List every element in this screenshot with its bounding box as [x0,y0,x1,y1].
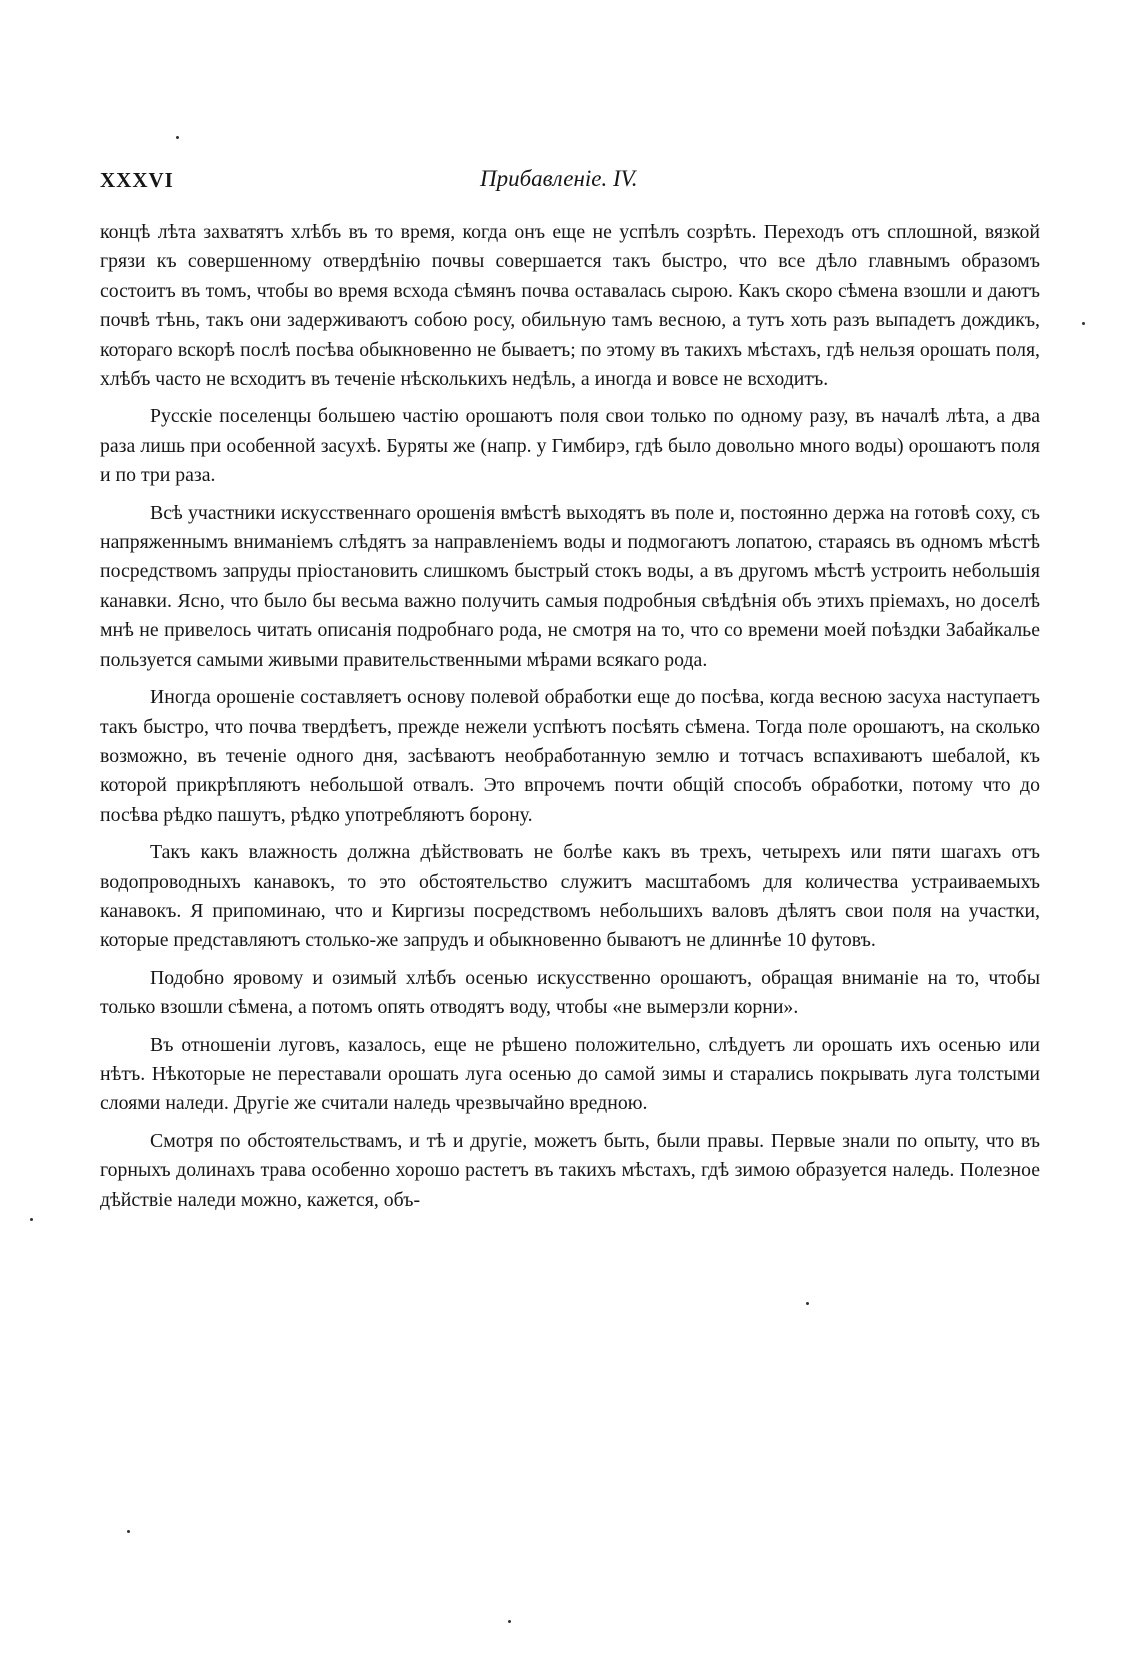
scan-speck [176,136,179,139]
scan-speck [806,1302,809,1305]
paragraph: Смотря по обстоятельствамъ, и тѣ и другіе, можетъ быть, были правы. Первые знали по опыту, что въ горныхъ долинахъ трава особенно хорошо растетъ въ такихъ мѣстахъ, гдѣ зимою образуется наледь. Полезное дѣйствіе наледи можно, кажется, объ- [100,1129,1040,1211]
paragraph: Иногда орошеніе составляетъ основу полевой обработки еще до посѣва, когда весною засуха наступаетъ такъ быстро, что почва твердѣетъ, прежде нежели успѣютъ посѣять сѣмена. Тогда поле орошаютъ, на сколько возможно, въ теченіе одного дня, засѣваютъ необработанную землю и тотчасъ вспахиваютъ шебалой, къ которой прикрѣпляютъ небольшой отвалъ. Это впрочемъ почти общій способъ обработки, потому что до посѣва рѣдко пашутъ, рѣдко употребляютъ борону. [100,686,1040,826]
header-title: Прибавленіе. IV. [480,166,638,191]
paragraph: Въ отношеніи луговъ, казалось, еще не рѣшено положительно, слѣдуетъ ли орошать ихъ осенью или нѣтъ. Нѣкоторые не переставали орошать луга осенью до самой зимы и старались покрывать луга толстыми слоями наледи. Другіе же считали наледь чрезвычайно вредною. [100,1033,1040,1115]
running-head [100,168,1040,200]
paragraph: Всѣ участники искусственнаго орошенія вмѣстѣ выходятъ въ поле и, постоянно держа на готовѣ соху, съ напряженнымъ вниманіемъ слѣдятъ за направленіемъ воды и подмогаютъ лопатою, стараясь въ одномъ мѣстѣ посредствомъ запруды пріостановить слишкомъ быстрый стокъ воды, а въ другомъ мѣстѣ устроить небольшія канавки. Ясно, что было бы весьма важно получить самыя подробныя свѣдѣнія объ этихъ пріемахъ, но доселѣ мнѣ не привелось читать описанія подробнаго рода, не смотря на то, что со времени моей поѣздки Забайкалье пользуется самыми живыми правительственными мѣрами всякаго рода. [100,501,1040,671]
page-number: XXXVI [100,168,174,192]
scan-speck [1082,322,1085,325]
scan-speck [127,1530,130,1533]
paragraph: Подобно яровому и озимый хлѣбъ осенью искусственно орошаютъ, обращая вниманіе на то, чтобы только взошли сѣмена, а потомъ опять отводятъ воду, чтобы «не вымерзли корни». [100,966,1040,1019]
scan-speck [508,1620,511,1623]
paragraph: концѣ лѣта захватятъ хлѣбъ въ то время, когда онъ еще не успѣлъ созрѣть. Переходъ отъ сплошной, вязкой грязи къ совершенному отвердѣнію почвы совершается такъ быстро, что все дѣло главнымъ образомъ состоитъ въ томъ, чтобы во время всхода сѣмянъ почва оставалась сырою. Какъ скоро сѣмена взошли и даютъ почвѣ тѣнь, такъ они задерживаютъ собою росу, обильную тамъ весною, а тутъ хоть разъ выпадетъ дождикъ, котораго вскорѣ послѣ посѣва обыкновенно не бываетъ; по этому въ такихъ мѣстахъ, гдѣ нельзя орошать поля, хлѣбъ часто не всходитъ въ теченіе нѣсколькихъ недѣль, а иногда и вовсе не всходитъ. [100,221,1040,391]
scan-speck [30,1218,33,1221]
paragraph: Такъ какъ влажность должна дѣйствовать не болѣе какъ въ трехъ, четырехъ или пяти шагахъ отъ водопроводныхъ канавокъ, то это обстоятельство служитъ масштабомъ для количества устраиваемыхъ канавокъ. Я припоминаю, что и Киргизы посредствомъ небольшихъ валовъ дѣлятъ свои поля на участки, которые представляютъ столько-же запрудъ и обыкновенно бываютъ не длиннѣе 10 футовъ. [100,841,1040,952]
paragraph: Русскіе поселенцы большею частію орошаютъ поля свои только по одному разу, въ началѣ лѣта, а два раза лишь при особенной засухѣ. Буряты же (напр. у Гимбирэ, гдѣ было довольно много воды) орошаютъ поля и по три раза. [100,405,1040,487]
body-text [100,218,1040,1223]
